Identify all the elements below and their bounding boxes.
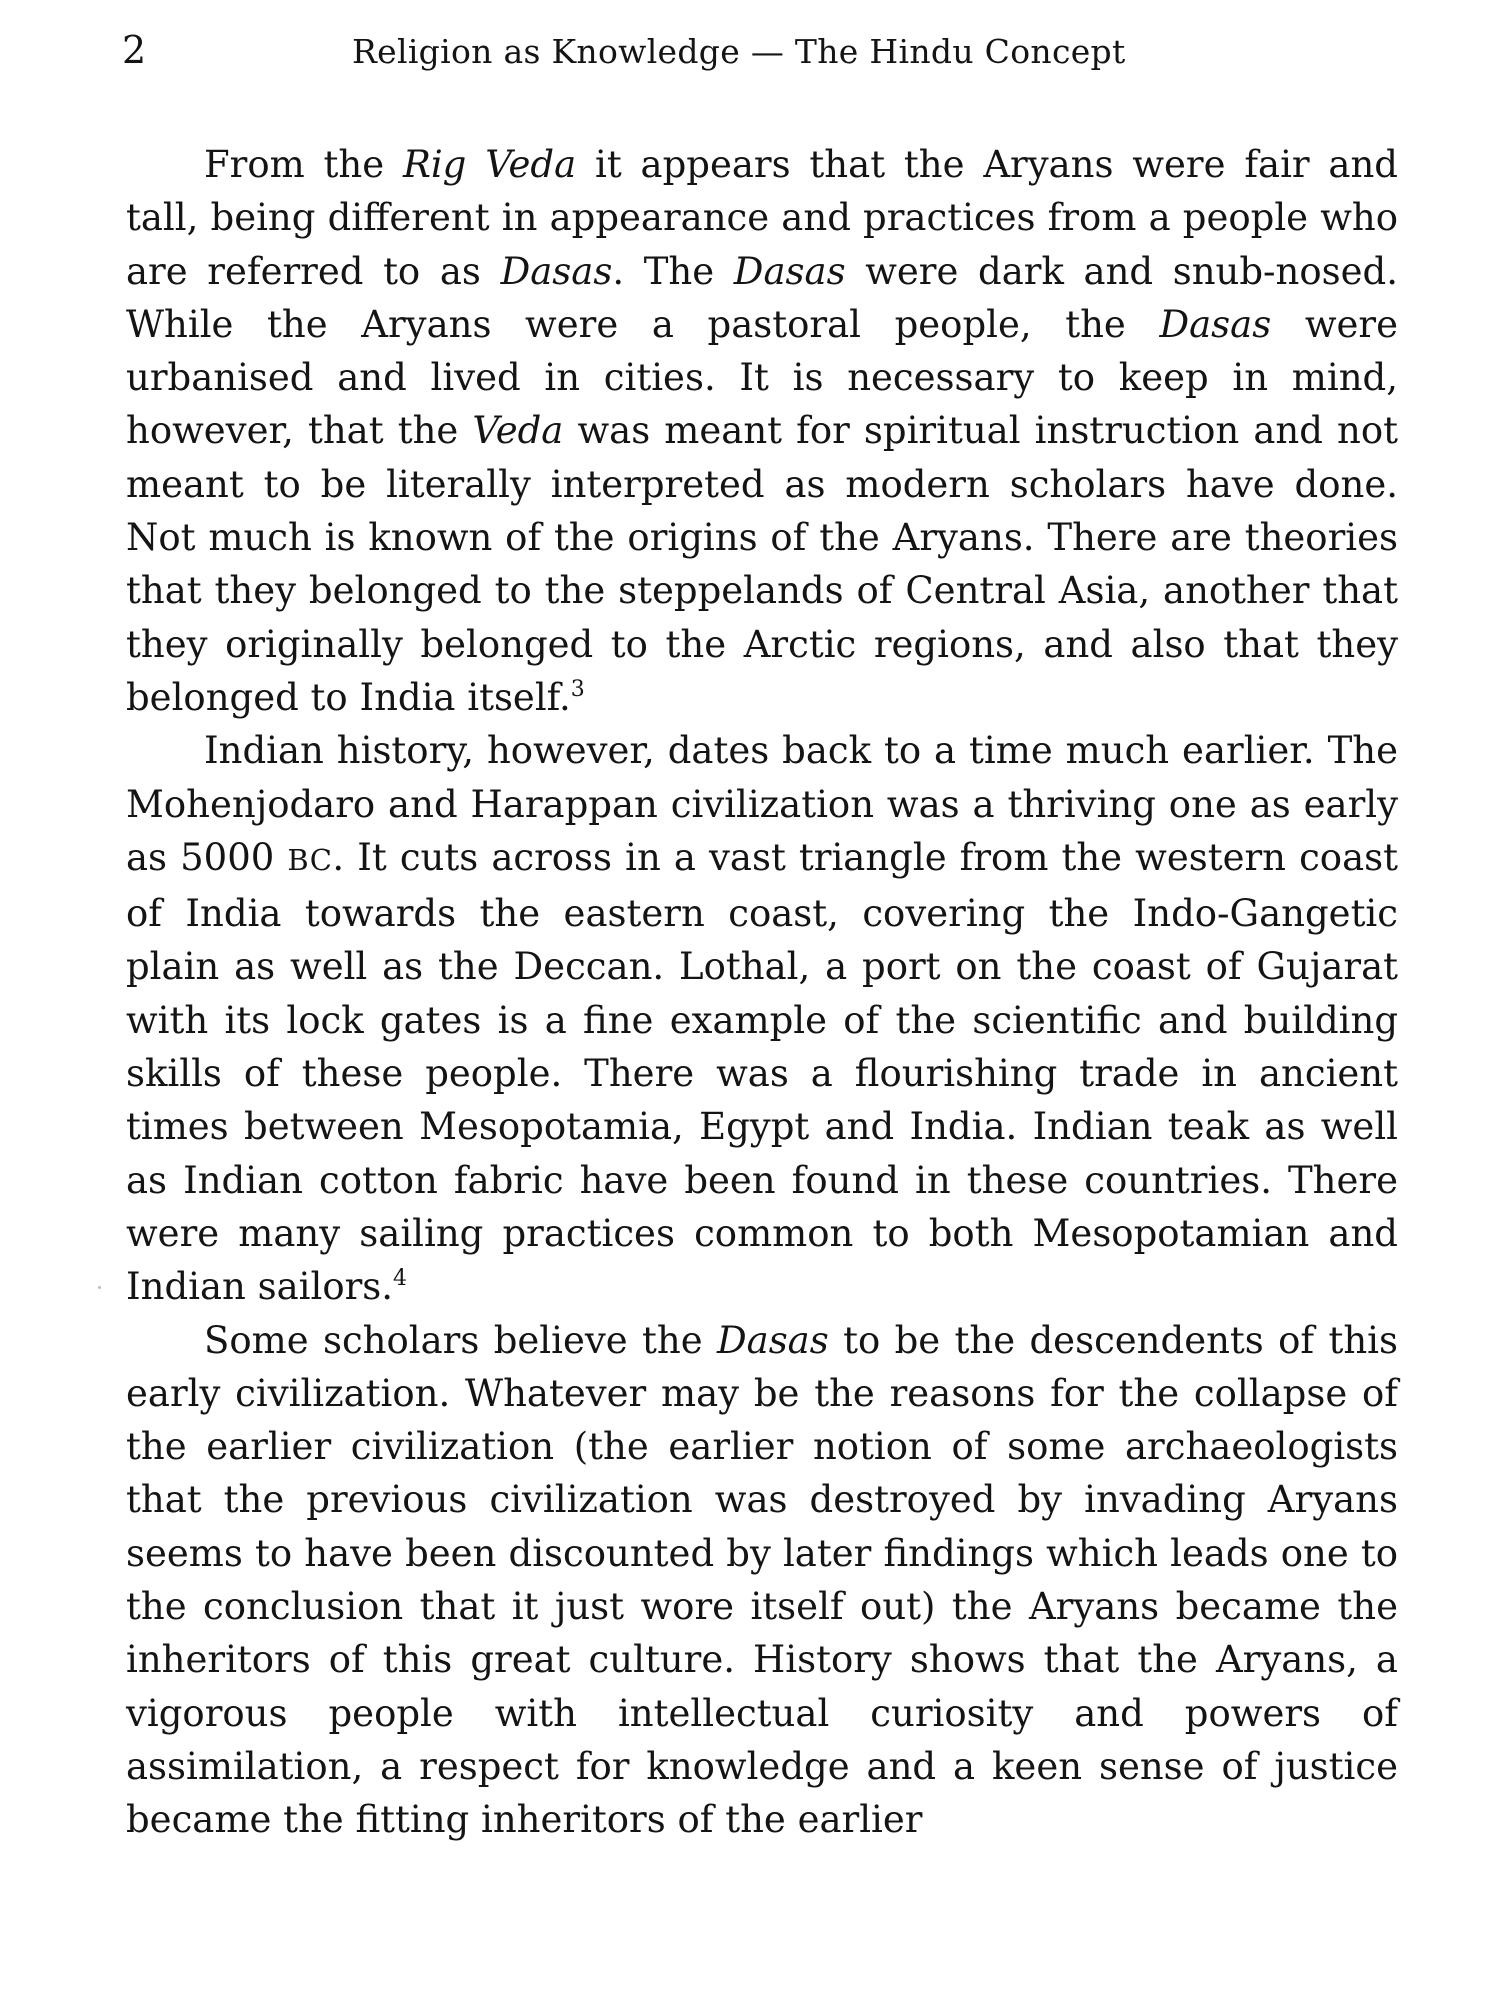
text-run: From the — [204, 143, 403, 186]
italic-term: Rig Veda — [402, 143, 577, 186]
era-abbreviation: BC — [287, 842, 333, 877]
text-run: was meant for spiritual instruction and not meant to be literally interpreted as modern scholars have done. Not much is known of the origins of the Aryans. There are theories that they belonged to the steppelands of Central Asia, another that they originally belonged to the Arctic regions, and also that they belonged to India itself. — [126, 409, 1398, 719]
footnote-ref: 4 — [393, 1266, 408, 1292]
margin-speck — [98, 1286, 101, 1289]
italic-term: Dasas — [1159, 302, 1272, 346]
running-head — [122, 22, 1400, 82]
running-title: Religion as Knowledge — The Hindu Concept — [352, 32, 1126, 71]
paragraph — [126, 1314, 1398, 1847]
text-run: . It cuts across in a vast triangle from the western coast of India towards the eastern coast, covering the Indo-Gangetic plain as well as the Deccan. Lothal, a port on the coast of Gujarat with its lock gates is a fine example of the scientific and building skills of these people. There was a flourishing trade in ancient times between Mesopotamia, Egypt and India. Indian teak as well as Indian cotton fabric have been found in these countries. There were many sailing practices common to both Mesopotamian and Indian sailors. — [126, 835, 1398, 1309]
footnote-ref: 3 — [570, 676, 585, 702]
page-number: 2 — [122, 28, 147, 72]
text-run: Indian history, however, dates back to a time much earlier. The Mohenjodaro and Harappan civilization was a thriving one as early as 5000 — [126, 729, 1398, 879]
italic-term: Dasas — [500, 249, 613, 293]
text-run: Some scholars believe the — [204, 1318, 717, 1362]
paragraph — [126, 724, 1398, 1313]
italic-term: Veda — [472, 409, 564, 453]
text-run: were dark and snub-nosed. While the Aryans were a pastoral people, the — [126, 249, 1398, 346]
text-run: . The — [612, 249, 734, 293]
body-text — [126, 138, 1398, 1847]
italic-term: Dasas — [733, 249, 846, 293]
text-run: to be the descendents of this early civilization. Whatever may be the reasons for the collapse of the earlier civilization (the earlier notion of some archaeologists that the previous civilization was destroyed by invading Aryans seems to have been discounted by later findings which leads one to the conclusion that it just wore itself out) the Aryans became the inheritors of this great culture. History shows that the Aryans, a vigorous people with intellectual curiosity and powers of assimilation, a respect for knowledge and a keen sense of justice became the fitting inheritors of the earlier — [126, 1318, 1398, 1842]
italic-term: Dasas — [716, 1318, 829, 1362]
text-run: were urbanised and lived in cities. It is necessary to keep in mind, however, that the — [126, 302, 1398, 453]
paragraph — [126, 138, 1398, 724]
text-run: it appears that the Aryans were fair and tall, being different in appearance and practices from a people who are referred to as — [126, 143, 1398, 293]
